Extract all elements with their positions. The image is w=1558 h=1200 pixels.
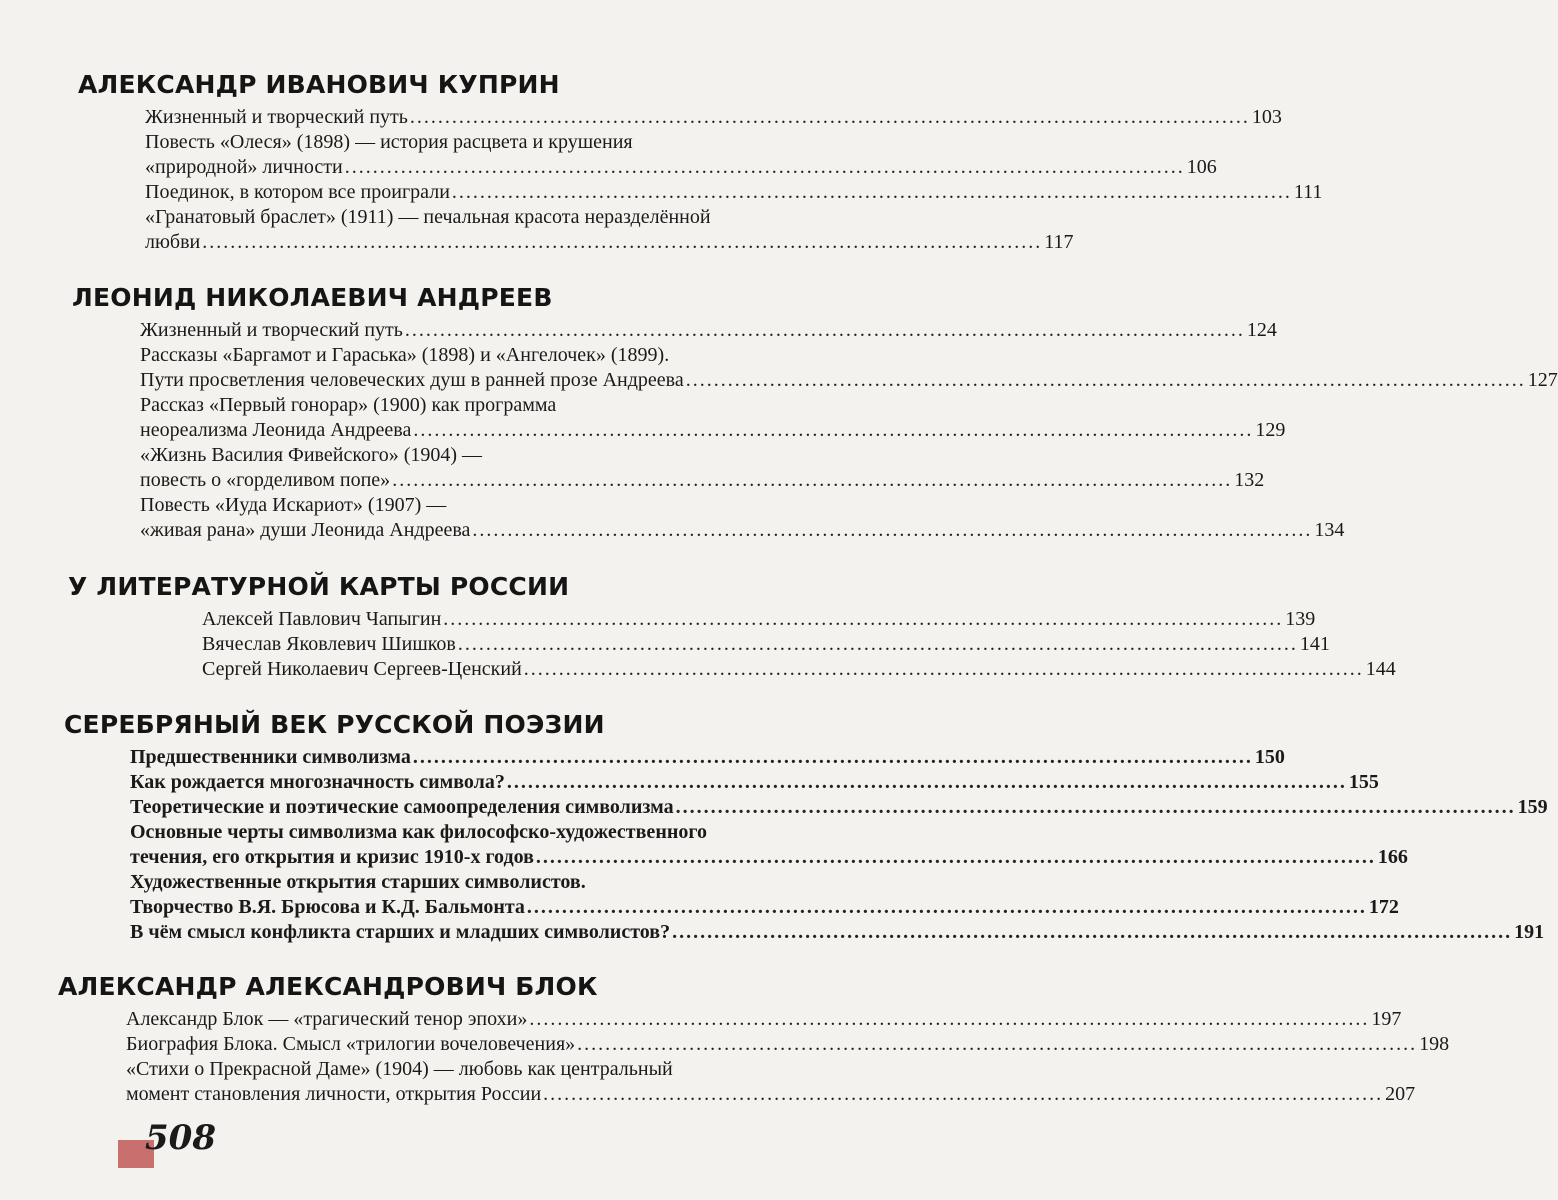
toc-entry[interactable]: Пути просветления человеческих душ в ранней прозе Андреева ........................................................................................................................ 127 (140, 369, 1558, 391)
page-ref: 197 (1371, 1008, 1402, 1030)
toc-entry[interactable]: Сергей Николаевич Сергеев-Ценский ........................................................................................................................ 144 (202, 658, 1396, 680)
toc-section (78, 70, 1323, 255)
toc-entry[interactable]: Поединок, в котором все проиграли ........................................................................................................................ 111 (145, 181, 1323, 203)
entry-line: неореализма Леонида Андреева (140, 419, 412, 441)
entry-line: Предшественники символизма (130, 746, 411, 768)
entry-line: момент становления личности, открытия России (126, 1083, 542, 1105)
section-title: СЕРЕБРЯНЫЙ ВЕК РУССКОЙ ПОЭЗИИ (64, 710, 605, 739)
toc-entry[interactable]: Александр Блок — «трагический тенор эпохи» ........................................................................................................................ 197 (126, 1008, 1402, 1030)
entry-line: Рассказ «Первый гонорар» (1900) как программа (140, 394, 557, 416)
entry-line: Художественные открытия старших символистов. (130, 871, 586, 893)
entry-line: любви (145, 231, 201, 253)
entry-line: Жизненный и творческий путь (145, 106, 408, 128)
entry-line: течения, его открытия и кризис 1910-х годов (130, 846, 534, 868)
page-ref: 198 (1419, 1033, 1450, 1055)
toc-section (72, 283, 1558, 543)
section-title: АЛЕКСАНДР АЛЕКСАНДРОВИЧ БЛОК (58, 972, 598, 1001)
toc-entry[interactable]: Алексей Павлович Чапыгин ........................................................................................................................ 139 (202, 608, 1316, 630)
toc-entry[interactable]: «Жизнь Василия Фивейского» (1904) — повесть о «горделивом попе» ........................................................................................................................ 132 (140, 444, 1265, 491)
toc-section (64, 710, 1548, 945)
toc-entry[interactable]: Творчество В.Я. Брюсова и К.Д. Бальмонта ........................................................................................................................ 172 (130, 896, 1399, 918)
page-ref: 166 (1377, 846, 1408, 868)
page-ref: 172 (1368, 896, 1399, 918)
page-ref: 141 (1299, 633, 1330, 655)
page-ref: 159 (1517, 796, 1548, 818)
toc-section (68, 572, 1396, 682)
entry-line: «природной» личности (145, 156, 343, 178)
page-ref: 111 (1293, 181, 1323, 203)
toc-entry[interactable] (130, 870, 838, 895)
entry-line: В чём смысл конфликта старших и младших символистов? (130, 921, 671, 943)
page-ref: 191 (1514, 921, 1545, 943)
page-ref: 139 (1285, 608, 1316, 630)
toc-section (58, 972, 1450, 1107)
entry-line: Теоретические и поэтические самоопределения символизма (130, 796, 674, 818)
entry-line: Пути просветления человеческих душ в ранней прозе Андреева (140, 369, 684, 391)
page-number: 508 (145, 1118, 216, 1158)
entry-line: Как рождается многозначность символа? (130, 771, 505, 793)
entry-line: Основные черты символизма как философско-художественного (130, 821, 707, 843)
page-ref: 117 (1044, 231, 1074, 253)
entry-line: «Стихи о Прекрасной Даме» (1904) — любовь как центральный (126, 1058, 673, 1080)
section-title: ЛЕОНИД НИКОЛАЕВИЧ АНДРЕЕВ (72, 283, 553, 312)
toc-entry[interactable]: Вячеслав Яковлевич Шишков ........................................................................................................................ 141 (202, 633, 1330, 655)
entry-line: Поединок, в котором все проиграли (145, 181, 450, 203)
entry-line: Александр Блок — «трагический тенор эпохи» (126, 1008, 528, 1030)
toc-entry[interactable]: Повесть «Иуда Искариот» (1907) — «живая рана» души Леонида Андреева ........................................................................................................................ 134 (140, 494, 1345, 541)
page-ref: 134 (1314, 519, 1345, 541)
entry-line: Алексей Павлович Чапыгин (202, 608, 442, 630)
entry-line: Биография Блока. Смысл «трилогии вочеловечения» (126, 1033, 576, 1055)
page-ref: 207 (1385, 1083, 1416, 1105)
page-ref: 124 (1246, 319, 1277, 341)
page-ref: 144 (1365, 658, 1396, 680)
toc-entry[interactable]: «Гранатовый браслет» (1911) — печальная красота неразделённой любви ........................................................................................................................ 117 (145, 206, 1074, 253)
toc-entry[interactable]: Рассказ «Первый гонорар» (1900) как программа неореализма Леонида Андреева ........................................................................................................................ 129 (140, 394, 1286, 441)
toc-entry[interactable]: Теоретические и поэтические самоопределения символизма ........................................................................................................................ 159 (130, 796, 1548, 818)
page-ref: 103 (1251, 106, 1282, 128)
page-ref: 155 (1348, 771, 1379, 793)
toc-entry[interactable]: Жизненный и творческий путь ........................................................................................................................ 124 (140, 319, 1277, 341)
entry-line: Рассказы «Баргамот и Гараська» (1898) и «Ангелочек» (1899). (140, 344, 670, 366)
entry-line: Повесть «Олеся» (1898) — история расцвета и крушения (145, 131, 633, 153)
entry-line: Повесть «Иуда Искариот» (1907) — (140, 494, 447, 516)
toc-entry[interactable]: Основные черты символизма как философско-художественного течения, его открытия и кризис 1910-х годов ........................................................................................................................ 166 (130, 821, 1408, 868)
entry-line: «Гранатовый браслет» (1911) — печальная красота неразделённой (145, 206, 711, 228)
entry-line: Вячеслав Яковлевич Шишков (202, 633, 456, 655)
entry-line: Творчество В.Я. Брюсова и К.Д. Бальмонта (130, 896, 525, 918)
entry-line: «живая рана» души Леонида Андреева (140, 519, 471, 541)
section-title: АЛЕКСАНДР ИВАНОВИЧ КУПРИН (78, 70, 560, 99)
toc-entry[interactable]: Биография Блока. Смысл «трилогии вочеловечения» ........................................................................................................................ 198 (126, 1033, 1450, 1055)
page-ref: 106 (1186, 156, 1217, 178)
toc-entry[interactable]: Как рождается многозначность символа? ........................................................................................................................ 155 (130, 771, 1379, 793)
toc-entry[interactable]: «Стихи о Прекрасной Даме» (1904) — любовь как центральный момент становления личности, открытия России ........................................................................................................................ 207 (126, 1058, 1416, 1105)
toc-entry[interactable]: В чём смысл конфликта старших и младших символистов? ........................................................................................................................ 191 (130, 921, 1545, 943)
page-ref: 129 (1255, 419, 1286, 441)
toc-entry[interactable]: Жизненный и творческий путь ........................................................................................................................ 103 (145, 106, 1282, 128)
section-title: У ЛИТЕРАТУРНОЙ КАРТЫ РОССИИ (68, 572, 570, 601)
toc-entry[interactable]: Повесть «Олеся» (1898) — история расцвета и крушения «природной» личности ........................................................................................................................ 106 (145, 131, 1217, 178)
page-ref: 132 (1234, 469, 1265, 491)
page-ref: 150 (1254, 746, 1285, 768)
entry-line: Сергей Николаевич Сергеев-Ценский (202, 658, 522, 680)
entry-line: «Жизнь Василия Фивейского» (1904) — (140, 444, 483, 466)
page-ref: 127 (1527, 369, 1558, 391)
toc-entry[interactable]: Предшественники символизма ........................................................................................................................ 150 (130, 746, 1285, 768)
toc-entry[interactable] (140, 343, 848, 368)
entry-line: Жизненный и творческий путь (140, 319, 403, 341)
entry-line: повесть о «горделивом попе» (140, 469, 391, 491)
